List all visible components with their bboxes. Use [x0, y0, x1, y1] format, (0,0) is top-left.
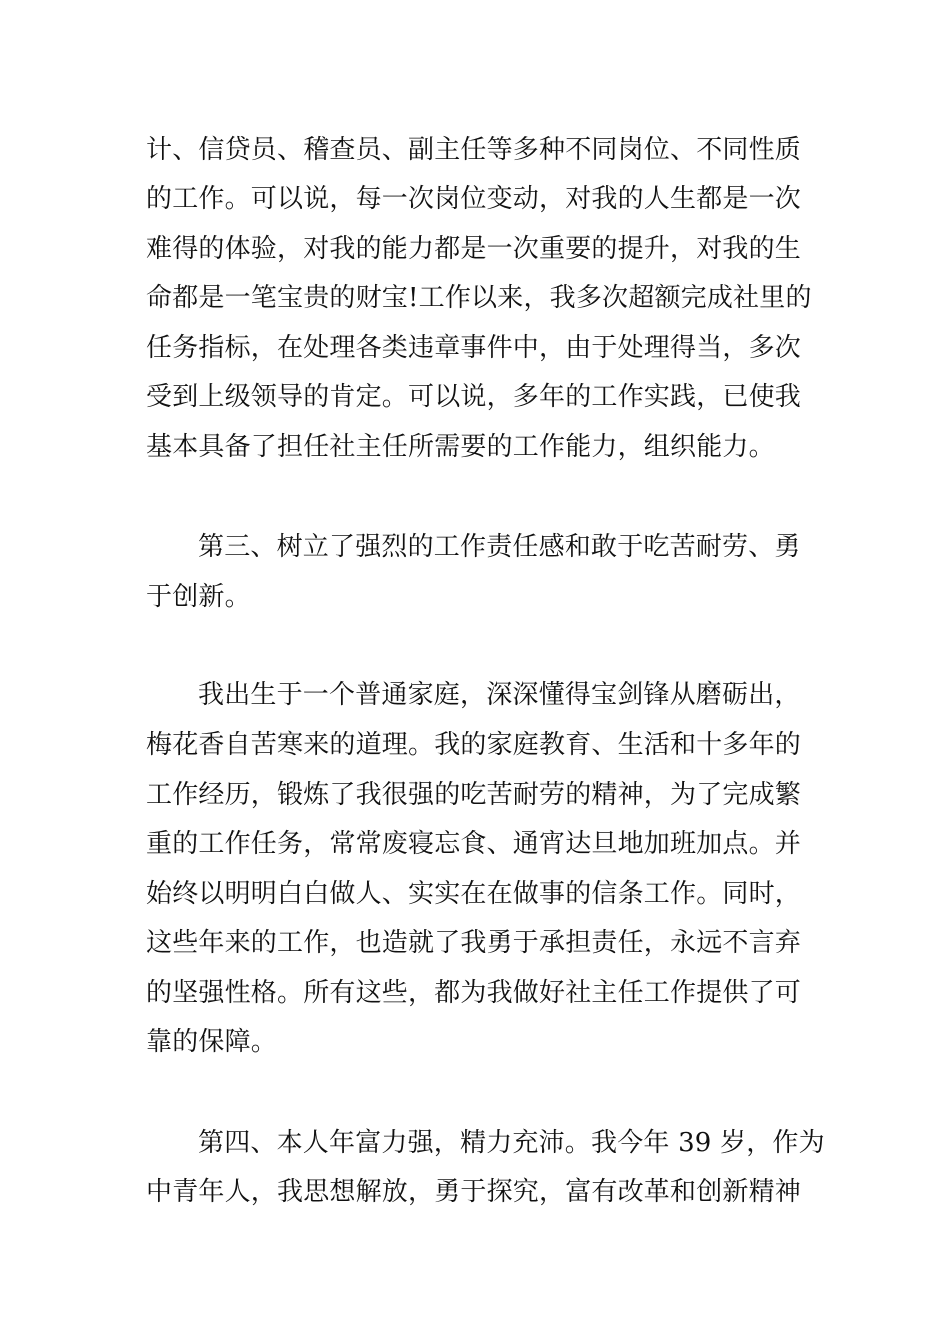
text-line: 中青年人，我思想解放，勇于探究，富有改革和创新精神: [146, 1177, 802, 1207]
text-line: 难得的体验，对我的能力都是一次重要的提升，对我的生: [146, 234, 802, 264]
text-line: 命都是一笔宝贵的财宝!工作以来，我多次超额完成社里的: [146, 283, 812, 313]
text-line: 第四、本人年富力强，精力充沛。我今年 39 岁，作为: [198, 1128, 825, 1158]
text-line: 任务指标，在处理各类违章事件中，由于处理得当，多次: [146, 333, 802, 363]
text-line: 工作经历，锻炼了我很强的吃苦耐劳的精神，为了完成繁: [146, 780, 802, 810]
text-line: 的坚强性格。所有这些，都为我做好社主任工作提供了可: [146, 978, 802, 1008]
text-line: 梅花香自苦寒来的道理。我的家庭教育、生活和十多年的: [146, 730, 802, 760]
text-line: 重的工作任务，常常废寝忘食、通宵达旦地加班加点。并: [146, 829, 802, 859]
text-line: 的工作。可以说，每一次岗位变动，对我的人生都是一次: [146, 184, 802, 214]
text-line: 我出生于一个普通家庭，深深懂得宝剑锋从磨砺出，: [198, 680, 801, 710]
text-line: 计、信贷员、稽查员、副主任等多种不同岗位、不同性质: [146, 135, 802, 165]
text-line: 于创新。: [146, 582, 251, 612]
text-line: 第三、树立了强烈的工作责任感和敢于吃苦耐劳、勇: [198, 532, 801, 562]
text-line: 这些年来的工作，也造就了我勇于承担责任，永远不言弃: [146, 928, 802, 958]
text-line: 受到上级领导的肯定。可以说，多年的工作实践，已使我: [146, 382, 802, 412]
text-line: 始终以明明白白做人、实实在在做事的信条工作。同时，: [146, 879, 802, 909]
text-line: 靠的保障。: [146, 1027, 278, 1057]
text-line: 基本具备了担任社主任所需要的工作能力，组织能力。: [146, 432, 775, 462]
